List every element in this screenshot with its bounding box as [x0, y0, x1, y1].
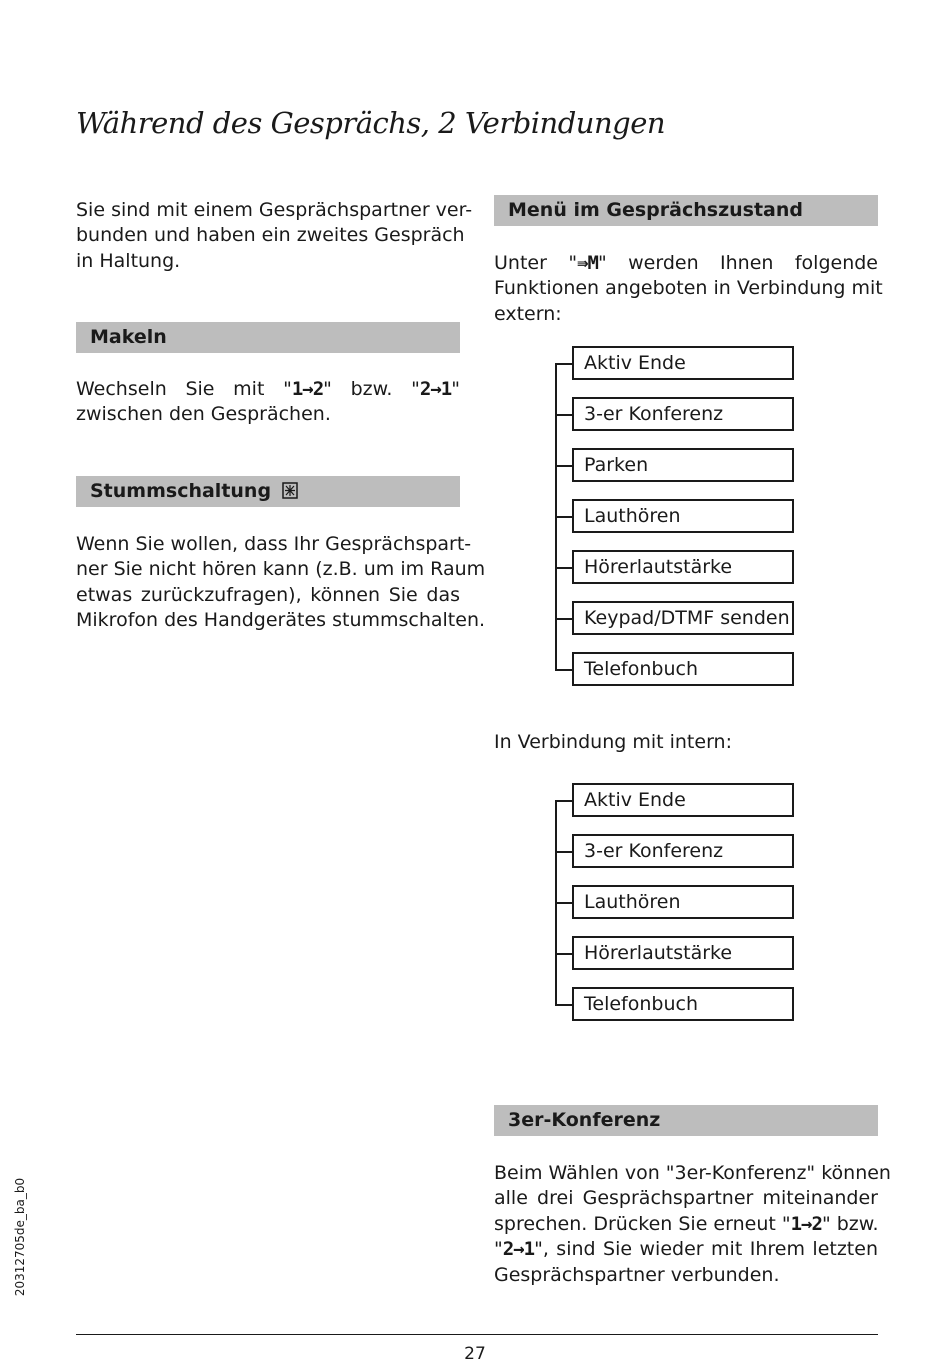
key-2-to-1: 2→1	[419, 378, 452, 400]
key-2-to-1: 2→1	[502, 1238, 535, 1261]
menu-item-telefonbuch: Telefonbuch	[572, 987, 794, 1021]
konferenz-paragraph: Beim Wählen von "3er-Konferenz" können alle drei Gesprächspartner miteinander sprechen. Drücken Sie erneut "1→2" bzw. "2→1", sind Sie wieder mit Ihrem letzten Gesprächspartner verbunden.	[494, 1162, 891, 1286]
menu-item-lauthoeren: Lauthören	[572, 885, 794, 919]
menu-item-hoererlautstaerke: Hörerlautstärke	[572, 550, 794, 584]
key-1-to-2: 1→2	[291, 378, 324, 400]
menu-item-aktiv-ende: Aktiv Ende	[572, 346, 794, 380]
makeln-paragraph: Wechseln Sie mit "1→2" bzw. "2→1" zwischen den Gesprächen.	[76, 378, 460, 426]
page-title: Während des Gesprächs, 2 Verbindungen	[76, 106, 666, 140]
extern-menu-tree	[555, 346, 795, 688]
menu-item-konferenz: 3-er Konferenz	[572, 834, 794, 868]
document-code: 20312705de_ba_b0	[13, 1177, 27, 1297]
menu-item-lauthoeren: Lauthören	[572, 499, 794, 533]
mute-icon	[282, 482, 298, 499]
menu-item-konferenz: 3-er Konferenz	[572, 397, 794, 431]
stumm-paragraph: Wenn Sie wollen, dass Ihr Gesprächspart- ner Sie nicht hören kann (z.B. um im Raum etwas zurückzufragen), können Sie das Mikrofon des Handgerätes stummschalten.	[76, 533, 486, 632]
footer-divider	[76, 1334, 878, 1335]
menu-intro-paragraph: Unter "⇛M" werden Ihnen folgende Funktionen angeboten in Verbindung mit extern:	[494, 252, 883, 325]
intern-menu-tree	[555, 783, 795, 1023]
menu-item-hoererlautstaerke: Hörerlautstärke	[572, 936, 794, 970]
menu-item-keypad-dtmf: Keypad/DTMF senden	[572, 601, 794, 635]
section-heading-stummschaltung: Stummschaltung	[76, 476, 460, 507]
menu-item-telefonbuch: Telefonbuch	[572, 652, 794, 686]
intro-paragraph: Sie sind mit einem Gesprächspartner ver- bunden und haben ein zweites Gespräch in Haltung.	[76, 199, 473, 272]
intern-label: In Verbindung mit intern:	[494, 731, 732, 753]
menu-item-parken: Parken	[572, 448, 794, 482]
page-number: 27	[464, 1344, 486, 1364]
menu-item-aktiv-ende: Aktiv Ende	[572, 783, 794, 817]
section-heading-konferenz: 3er-Konferenz	[494, 1105, 878, 1136]
menu-key: ⇛M	[577, 252, 598, 274]
key-1-to-2: 1→2	[790, 1212, 822, 1235]
section-heading-makeln: Makeln	[76, 322, 460, 353]
section-heading-menu: Menü im Gesprächszustand	[494, 195, 878, 226]
